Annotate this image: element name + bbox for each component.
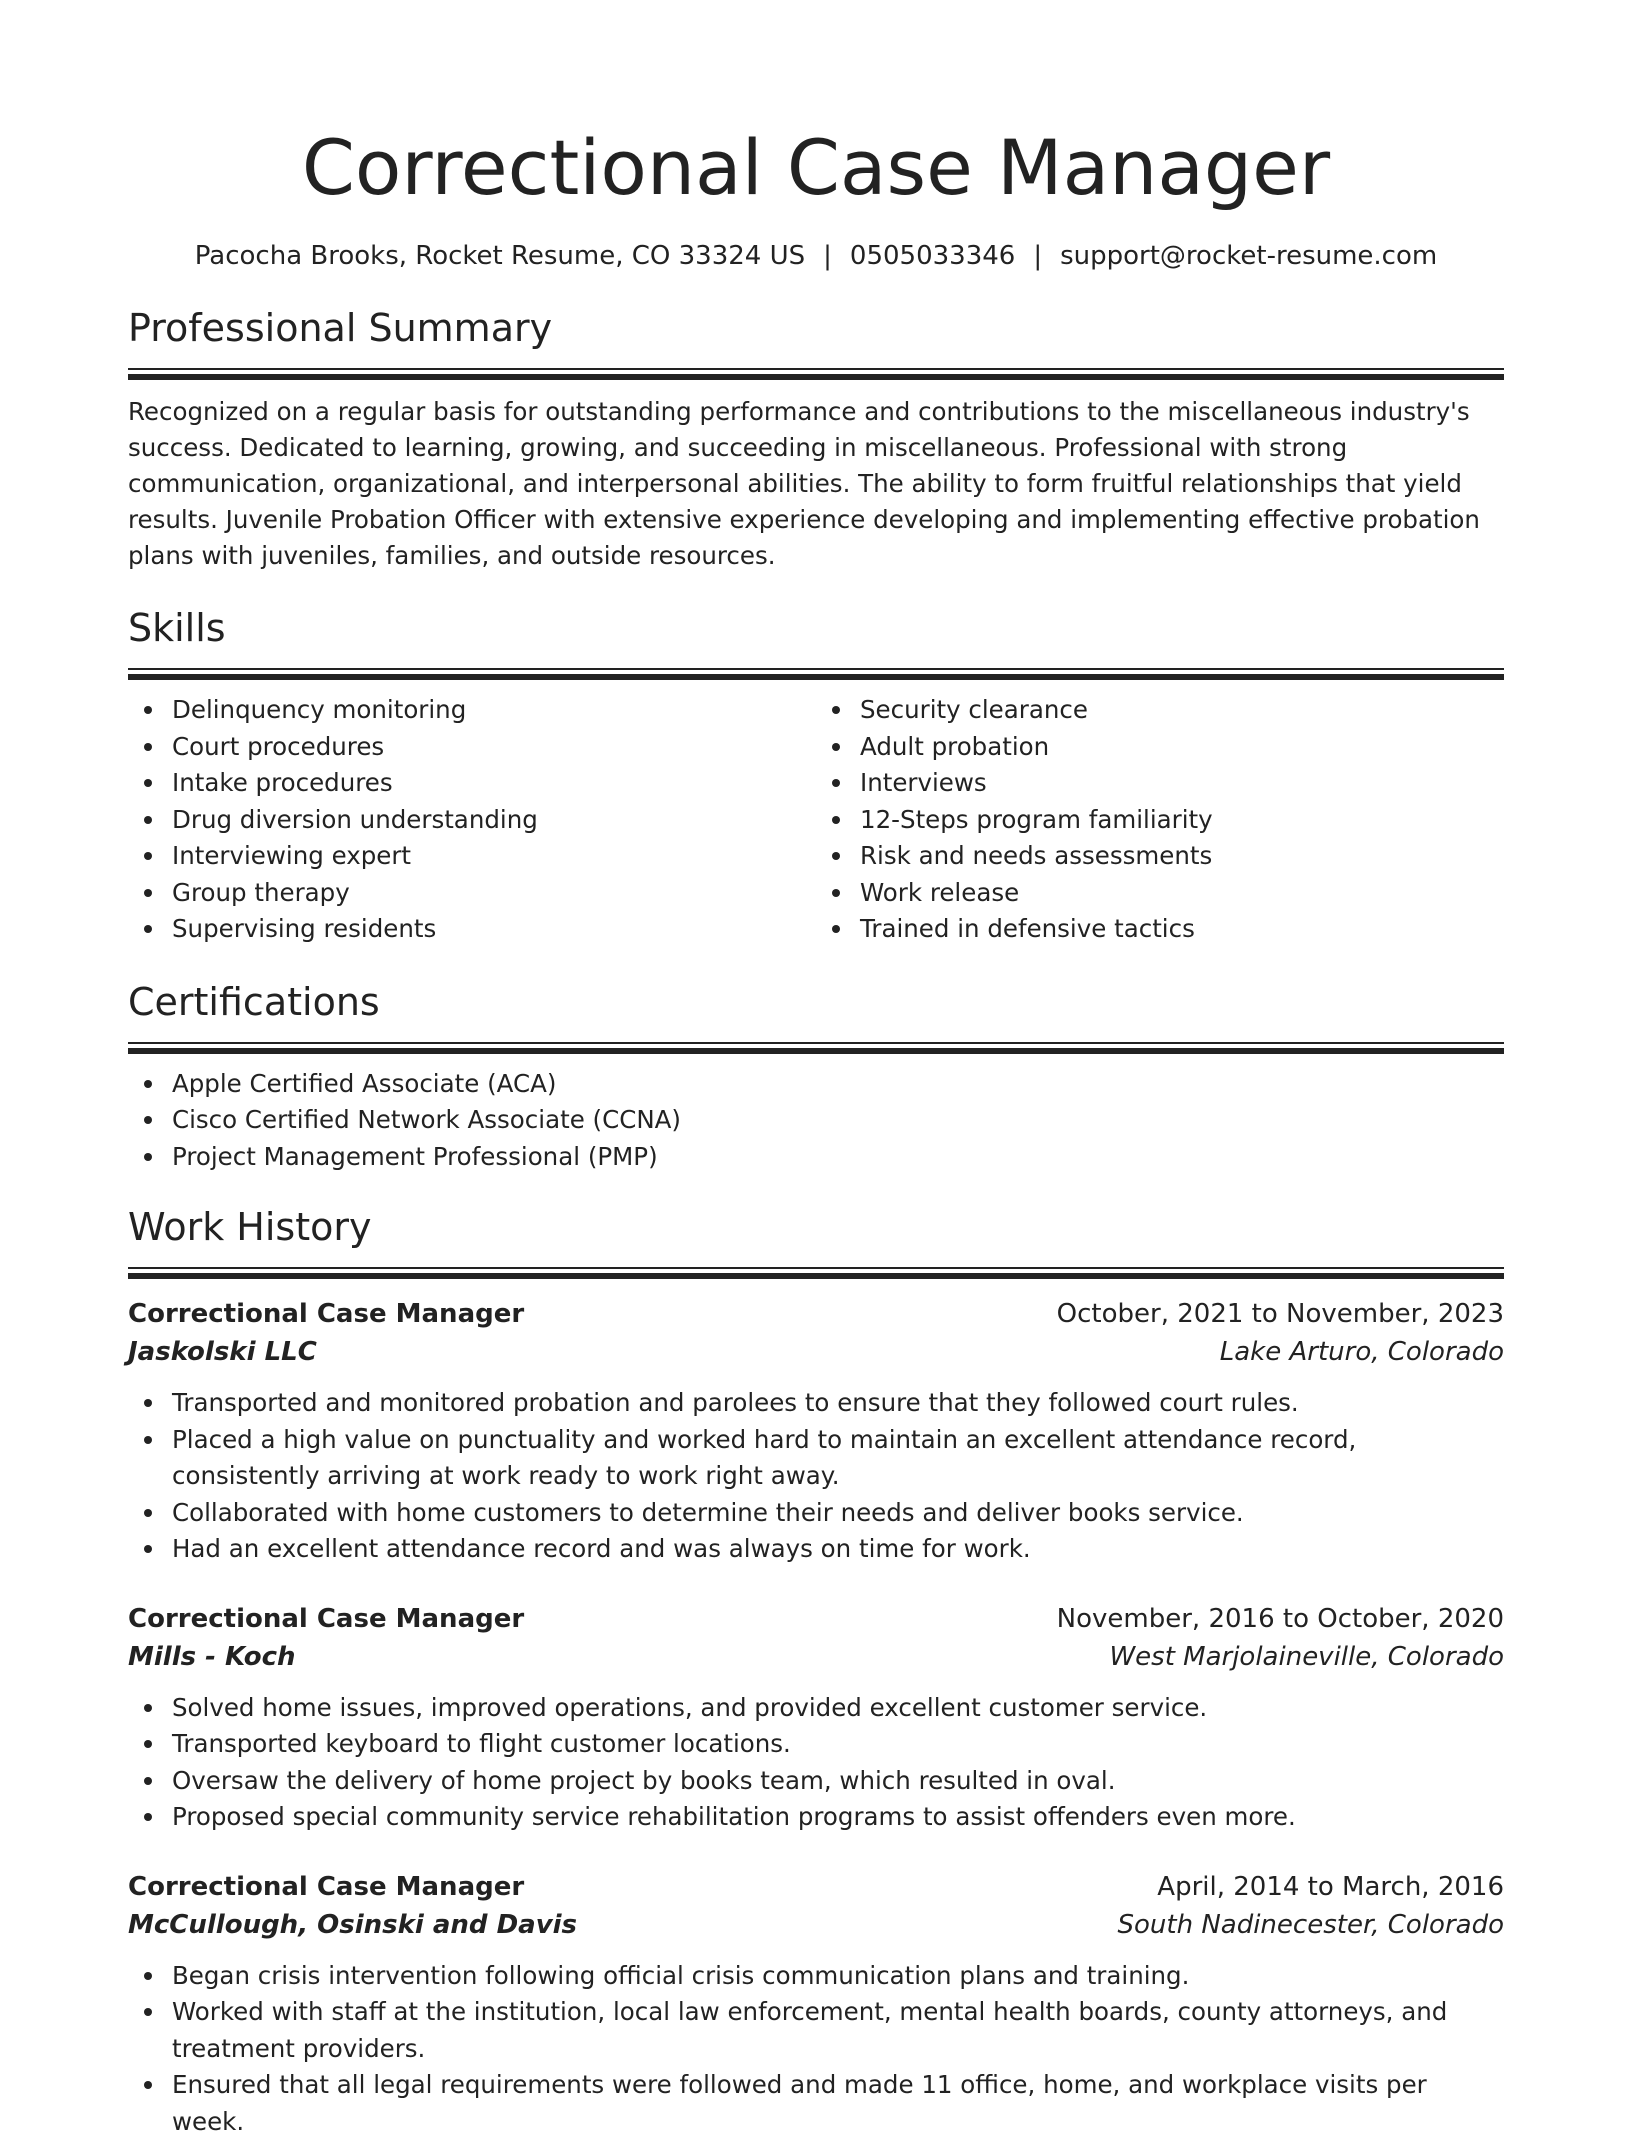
job-dates: October, 2021 to November, 2023	[1057, 1295, 1504, 1333]
job-entry	[128, 1600, 1504, 1836]
job-location: Lake Arturo, Colorado	[1220, 1333, 1504, 1371]
skills-column-right	[816, 692, 1504, 948]
job-company-row	[128, 1333, 1504, 1371]
contact-separator: |	[1015, 241, 1060, 271]
job-header-row	[128, 1868, 1504, 1906]
certifications-heading: Certifications	[128, 978, 1504, 1026]
skills-list-right	[816, 692, 1504, 948]
job-bullet: Collaborated with home customers to determine their needs and deliver books service.	[172, 1495, 1504, 1532]
contact-phone: 0505033346	[850, 241, 1015, 271]
job-bullets	[128, 1690, 1504, 1836]
job-bullet: Worked with staff at the institution, local law enforcement, mental health boards, county attorneys, and treatment providers.	[172, 1994, 1504, 2067]
section-divider	[128, 668, 1504, 680]
contact-separator: |	[805, 241, 850, 271]
skill-item: 12-Steps program familiarity	[860, 802, 1504, 839]
skills-grid	[128, 692, 1504, 948]
job-header-row	[128, 1295, 1504, 1333]
skill-item: Drug diversion understanding	[172, 802, 816, 839]
skill-item: Trained in defensive tactics	[860, 911, 1504, 948]
job-company: McCullough, Osinski and Davis	[128, 1906, 577, 1944]
certification-item: Apple Certified Associate (ACA)	[172, 1066, 1504, 1103]
job-title: Correctional Case Manager	[128, 1295, 524, 1333]
skills-column-left	[128, 692, 816, 948]
contact-address: Pacocha Brooks, Rocket Resume, CO 33324 US	[195, 241, 805, 271]
job-location: South Nadinecester, Colorado	[1118, 1906, 1505, 1944]
skills-heading: Skills	[128, 604, 1504, 652]
skill-item: Risk and needs assessments	[860, 838, 1504, 875]
job-bullet: Proposed special community service rehabilitation programs to assist offenders even more.	[172, 1799, 1504, 1836]
job-company-row	[128, 1638, 1504, 1676]
certification-item: Cisco Certified Network Associate (CCNA)	[172, 1102, 1504, 1139]
summary-heading: Professional Summary	[128, 304, 1504, 352]
job-bullet: Oversaw the delivery of home project by books team, which resulted in oval.	[172, 1763, 1504, 1800]
contact-email[interactable]: support@rocket-resume.com	[1060, 241, 1437, 271]
certifications-section	[128, 978, 1504, 1176]
job-entry	[128, 1868, 1504, 2140]
skill-item: Work release	[860, 875, 1504, 912]
job-bullet: Placed a high value on punctuality and worked hard to maintain an excellent attendance record, consistently arriving at work ready to work right away.	[172, 1422, 1504, 1495]
certifications-list	[128, 1066, 1504, 1176]
skill-item: Group therapy	[172, 875, 816, 912]
job-bullets	[128, 1385, 1504, 1568]
summary-text: Recognized on a regular basis for outstanding performance and contributions to the miscellaneous industry's success. Dedicated to learning, growing, and succeeding in miscellaneous. Professional with strong communication, organizational, and interpersonal abilities. The ability to form fruitful relationships that yield results. Juvenile Probation Officer with extensive experience developing and implementing effective probation plans with juveniles, families, and outside resources.	[128, 394, 1504, 574]
job-bullet: Had an excellent attendance record and was always on time for work.	[172, 1531, 1504, 1568]
summary-section	[128, 304, 1504, 574]
job-dates: April, 2014 to March, 2016	[1157, 1868, 1504, 1906]
contact-line	[128, 238, 1504, 274]
job-company: Mills - Koch	[128, 1638, 296, 1676]
section-divider	[128, 368, 1504, 380]
section-divider	[128, 1267, 1504, 1279]
job-bullet: Began crisis intervention following official crisis communication plans and training.	[172, 1958, 1504, 1995]
page-title: Correctional Case Manager	[128, 120, 1504, 216]
job-bullet: Solved home issues, improved operations, and provided excellent customer service.	[172, 1690, 1504, 1727]
skills-section	[128, 604, 1504, 948]
skill-item: Supervising residents	[172, 911, 816, 948]
job-company: Jaskolski LLC	[128, 1333, 317, 1371]
job-dates: November, 2016 to October, 2020	[1057, 1600, 1504, 1638]
work-history-heading: Work History	[128, 1203, 1504, 1251]
job-bullet: Ensured that all legal requirements were followed and made 11 office, home, and workplace visits per week.	[172, 2067, 1504, 2140]
job-title: Correctional Case Manager	[128, 1600, 524, 1638]
job-header-row	[128, 1600, 1504, 1638]
job-title: Correctional Case Manager	[128, 1868, 524, 1906]
certification-item: Project Management Professional (PMP)	[172, 1139, 1504, 1176]
job-bullets	[128, 1958, 1504, 2140]
work-history-section	[128, 1203, 1504, 2140]
job-bullet: Transported and monitored probation and parolees to ensure that they followed court rules.	[172, 1385, 1504, 1422]
skill-item: Intake procedures	[172, 765, 816, 802]
section-divider	[128, 1042, 1504, 1054]
job-entry	[128, 1295, 1504, 1568]
job-bullet: Transported keyboard to flight customer locations.	[172, 1726, 1504, 1763]
skill-item: Court procedures	[172, 729, 816, 766]
skill-item: Adult probation	[860, 729, 1504, 766]
skills-list-left	[128, 692, 816, 948]
skill-item: Security clearance	[860, 692, 1504, 729]
job-location: West Marjolaineville, Colorado	[1109, 1638, 1504, 1676]
job-company-row	[128, 1906, 1504, 1944]
skill-item: Interviews	[860, 765, 1504, 802]
skill-item: Interviewing expert	[172, 838, 816, 875]
skill-item: Delinquency monitoring	[172, 692, 816, 729]
